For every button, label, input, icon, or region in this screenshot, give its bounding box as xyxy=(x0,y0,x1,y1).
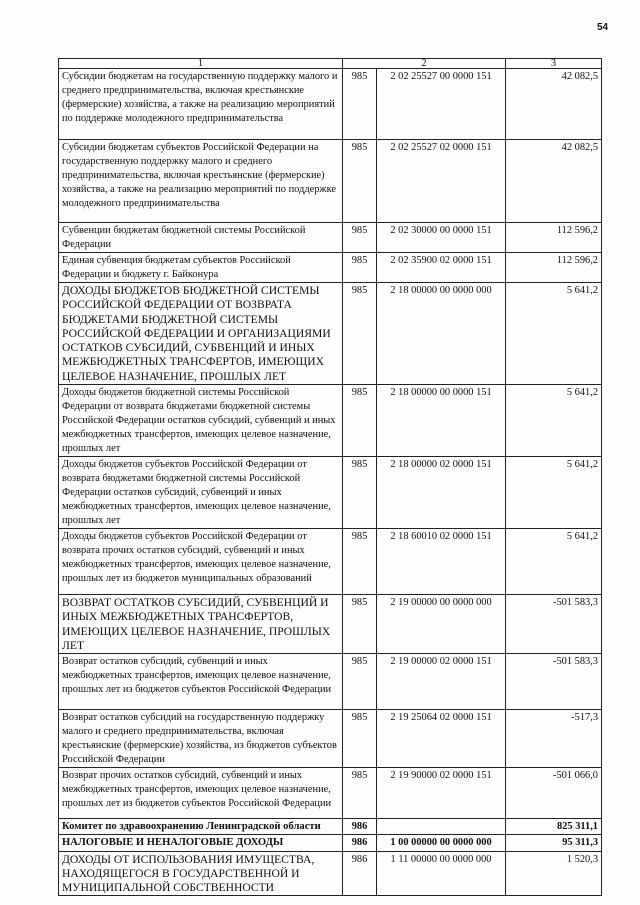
row-admin-code: 986 xyxy=(343,835,377,851)
row-name: Единая субвенция бюджетам субъектов Российской Федерации и бюджету г. Байконура xyxy=(59,253,343,283)
row-budget-code: 2 19 00000 00 0000 000 xyxy=(377,595,506,654)
row-name: Субсидии бюджетам субъектов Российской Федерации на государственную поддержку малого и среднего предпринимательства, включая крестьянские (фермерские) хозяйства, а также на реализацию мероприятий по поддержке молодежного предпринимательства xyxy=(59,140,343,223)
table-row xyxy=(59,457,602,529)
table-row xyxy=(59,69,602,140)
row-budget-code: 2 02 35900 02 0000 151 xyxy=(377,253,506,283)
table-row xyxy=(59,654,602,710)
row-budget-code: 1 11 00000 00 0000 000 xyxy=(377,851,506,896)
row-admin-code: 985 xyxy=(343,457,377,529)
row-name: Комитет по здравоохранению Ленинградской области xyxy=(59,819,343,835)
row-name: Субсидии бюджетам на государственную поддержку малого и среднего предпринимательства, включая крестьянские (фермерские) хозяйства, а также на реализацию мероприятий по поддержке молодежного предпринимательства xyxy=(59,69,343,140)
row-budget-code: 2 02 30000 00 0000 151 xyxy=(377,223,506,253)
row-budget-code: 2 18 00000 00 0000 151 xyxy=(377,385,506,457)
row-amount: 95 311,3 xyxy=(506,835,602,851)
row-amount: 1 520,3 xyxy=(506,851,602,896)
header-col-1: 1 xyxy=(59,59,343,69)
table-row xyxy=(59,819,602,835)
row-budget-code: 2 19 25064 02 0000 151 xyxy=(377,710,506,768)
page-number: 54 xyxy=(597,22,609,33)
row-budget-code: 2 18 60010 02 0000 151 xyxy=(377,529,506,595)
table-row xyxy=(59,140,602,223)
row-amount: -501 583,3 xyxy=(506,595,602,654)
row-amount: -501 066,0 xyxy=(506,768,602,819)
row-admin-code: 985 xyxy=(343,654,377,710)
row-budget-code: 2 02 25527 00 0000 151 xyxy=(377,69,506,140)
header-col-2: 2 xyxy=(343,59,506,69)
row-budget-code: 1 00 00000 00 0000 000 xyxy=(377,835,506,851)
row-name: Возврат остатков субсидий, субвенций и иных межбюджетных трансфертов, имеющих целевое назначение, прошлых лет из бюджетов субъектов Российской Федерации xyxy=(59,654,343,710)
table-row xyxy=(59,595,602,654)
table-row xyxy=(59,851,602,896)
row-amount: 5 641,2 xyxy=(506,529,602,595)
row-name: Доходы бюджетов бюджетной системы Российской Федерации от возврата бюджетами бюджетной системы Российской Федерации остатков субсидий, субвенций и иных межбюджетных трансфертов, имеющих целевое назначение, прошлых лет xyxy=(59,385,343,457)
row-name: ВОЗВРАТ ОСТАТКОВ СУБСИДИЙ, СУБВЕНЦИЙ И ИНЫХ МЕЖБЮДЖЕТНЫХ ТРАНСФЕРТОВ, ИМЕЮЩИХ ЦЕЛЕВОЕ НАЗНАЧЕНИЕ, ПРОШЛЫХ ЛЕТ xyxy=(59,595,343,654)
row-amount: 825 311,1 xyxy=(506,819,602,835)
row-amount: 112 596,2 xyxy=(506,253,602,283)
table-row xyxy=(59,529,602,595)
row-admin-code: 986 xyxy=(343,819,377,835)
row-name: Доходы бюджетов субъектов Российской Федерации от возврата бюджетами бюджетной системы Российской Федерации остатков субсидий, субвенций и иных межбюджетных трансфертов, имеющих целевое назначение, прошлых лет xyxy=(59,457,343,529)
row-name: Доходы бюджетов субъектов Российской Федерации от возврата прочих остатков субсидий, субвенций и иных межбюджетных трансфертов, имеющих целевое назначение, прошлых лет из бюджетов муниципальных образований xyxy=(59,529,343,595)
row-admin-code: 985 xyxy=(343,768,377,819)
row-amount: 5 641,2 xyxy=(506,283,602,385)
budget-revenue-table xyxy=(58,58,602,896)
table-row xyxy=(59,223,602,253)
row-budget-code: 2 19 00000 02 0000 151 xyxy=(377,654,506,710)
row-admin-code: 985 xyxy=(343,595,377,654)
row-amount: 5 641,2 xyxy=(506,457,602,529)
table-row xyxy=(59,253,602,283)
row-name: ДОХОДЫ БЮДЖЕТОВ БЮДЖЕТНОЙ СИСТЕМЫ РОССИЙСКОЙ ФЕДЕРАЦИИ ОТ ВОЗВРАТА БЮДЖЕТАМИ БЮДЖЕТНОЙ СИСТЕМЫ РОССИЙСКОЙ ФЕДЕРАЦИИ И ОРГАНИЗАЦИЯМИ ОСТАТКОВ СУБСИДИЙ, СУБВЕНЦИЙ И ИНЫХ МЕЖБЮДЖЕТНЫХ ТРАНСФЕРТОВ, ИМЕЮЩИХ ЦЕЛЕВОЕ НАЗНАЧЕНИЕ, ПРОШЛЫХ ЛЕТ xyxy=(59,283,343,385)
row-name: ДОХОДЫ ОТ ИСПОЛЬЗОВАНИЯ ИМУЩЕСТВА, НАХОДЯЩЕГОСЯ В ГОСУДАРСТВЕННОЙ И МУНИЦИПАЛЬНОЙ СОБСТВЕННОСТИ xyxy=(59,851,343,896)
row-amount: 112 596,2 xyxy=(506,223,602,253)
table-row xyxy=(59,283,602,385)
row-name: Возврат прочих остатков субсидий, субвенций и иных межбюджетных трансфертов, имеющих целевое назначение, прошлых лет из бюджетов субъектов Российской Федерации xyxy=(59,768,343,819)
header-col-3: 3 xyxy=(506,59,602,69)
row-admin-code: 985 xyxy=(343,710,377,768)
row-admin-code: 985 xyxy=(343,253,377,283)
row-amount: 42 082,5 xyxy=(506,140,602,223)
row-admin-code: 985 xyxy=(343,529,377,595)
row-amount: 5 641,2 xyxy=(506,385,602,457)
table-row xyxy=(59,835,602,851)
row-amount: 42 082,5 xyxy=(506,69,602,140)
row-admin-code: 986 xyxy=(343,851,377,896)
table-header-row xyxy=(59,59,602,69)
row-admin-code: 985 xyxy=(343,385,377,457)
row-admin-code: 985 xyxy=(343,223,377,253)
row-budget-code: 2 18 00000 02 0000 151 xyxy=(377,457,506,529)
row-admin-code: 985 xyxy=(343,140,377,223)
row-budget-code: 2 02 25527 02 0000 151 xyxy=(377,140,506,223)
row-budget-code: 2 18 00000 00 0000 000 xyxy=(377,283,506,385)
row-admin-code: 985 xyxy=(343,69,377,140)
row-amount: -517,3 xyxy=(506,710,602,768)
row-amount: -501 583,3 xyxy=(506,654,602,710)
row-name: НАЛОГОВЫЕ И НЕНАЛОГОВЫЕ ДОХОДЫ xyxy=(59,835,343,851)
row-admin-code: 985 xyxy=(343,283,377,385)
table-row xyxy=(59,710,602,768)
table-row xyxy=(59,385,602,457)
row-budget-code: 2 19 90000 02 0000 151 xyxy=(377,768,506,819)
row-name: Субвенции бюджетам бюджетной системы Российской Федерации xyxy=(59,223,343,253)
row-name: Возврат остатков субсидий на государственную поддержку малого и среднего предпринимательства, включая крестьянские (фермерские) хозяйства, из бюджетов субъектов Российской Федерации xyxy=(59,710,343,768)
row-budget-code xyxy=(377,819,506,835)
table-row xyxy=(59,768,602,819)
